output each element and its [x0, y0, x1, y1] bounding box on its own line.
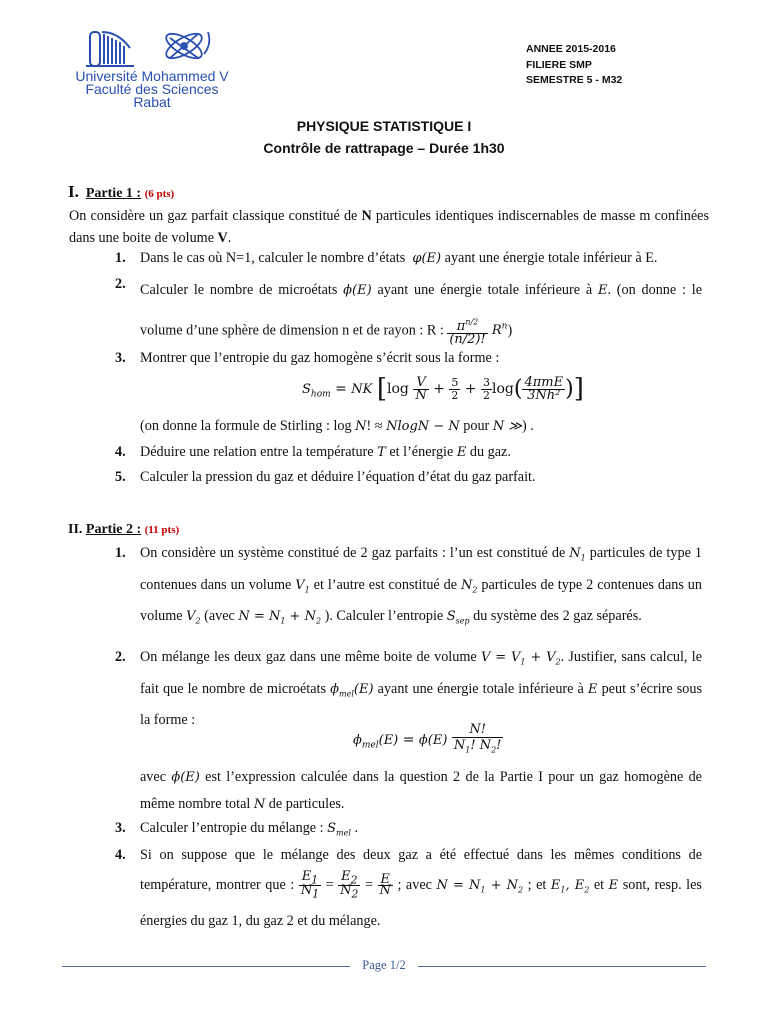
part1-intro: On considère un gaz parfait classique constitué de N particules identiques indiscernables de masse m confinées dans une boite de volume V.	[69, 208, 709, 246]
part1-roman: I.	[68, 182, 79, 201]
course-info	[526, 42, 622, 89]
university-name: Université Mohammed V	[75, 68, 229, 84]
university-logo	[58, 24, 246, 116]
exam-subtitle: Contrôle de rattrapage – Durée 1h30	[263, 140, 505, 156]
microstate-formula: $\phi_{mel}(E) = \phi(E)$ $\frac{N!}{N_1! N_2!}$	[353, 722, 502, 755]
semestre: SEMESTRE 5 - M32	[526, 74, 623, 86]
entropy-formula: $S_{hom}$ = NK [log $\frac{V}{N}$ + $\frac{5}{2}$ + $\frac{3}{2}$ log( $\frac{\text{4πmE}}{\text{3Nh²}}$ )]	[302, 374, 584, 404]
part1-heading	[68, 182, 174, 202]
filiere: FILIERE SMP	[526, 58, 592, 71]
page-number: Page 1/2	[362, 958, 406, 972]
exam-title: PHYSIQUE STATISTIQUE I	[296, 118, 472, 134]
part1-label: Partie 1 :	[85, 186, 142, 201]
faculty-name: Faculté des Sciences	[85, 81, 219, 97]
part2-roman: II.	[68, 522, 83, 537]
part2-heading	[68, 522, 179, 538]
part2-points: (11 pts)	[144, 524, 180, 536]
part1-points: (6 pts)	[144, 188, 175, 200]
city-name: Rabat	[133, 94, 171, 110]
part2-label: Partie 2 :	[85, 522, 142, 537]
academic-year: ANNEE 2015-2016	[526, 43, 616, 55]
